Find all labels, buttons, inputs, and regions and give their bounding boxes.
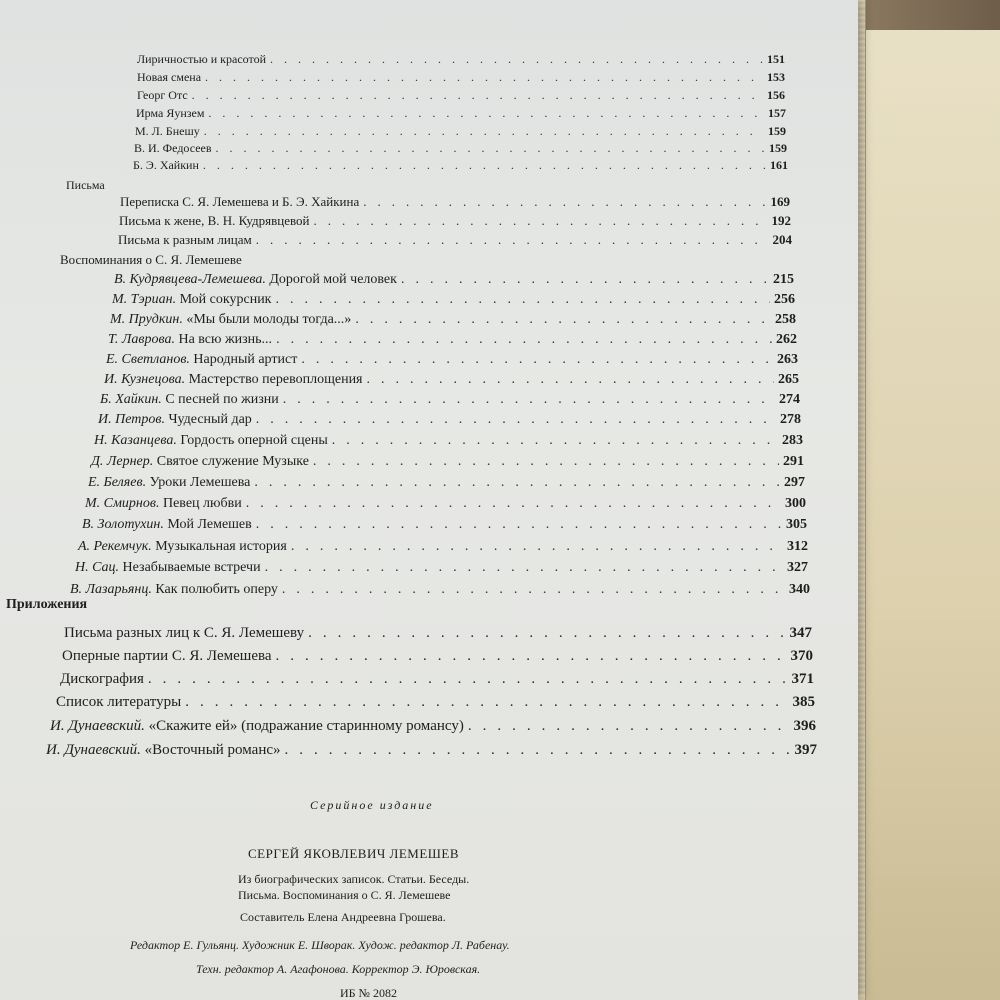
section-heading-memoirs: Воспоминания о С. Я. Лемешеве: [60, 252, 242, 267]
toc-entry: И. Петров. Чудесный дар ..... 278: [98, 412, 801, 428]
toc-entry: В. Золотухин. Мой Лемешев ..... 305: [82, 517, 807, 533]
toc-entry: Д. Лернер. Святое служение Музыке ..... 291: [91, 454, 804, 470]
subtitle-line-1: Из биографических записок. Статьи. Беседы.: [238, 872, 470, 886]
toc-entry: Письма к разным лицам ..... 204: [118, 232, 792, 248]
toc-entry: Т. Лаврова. На всю жизнь... ..... 262: [108, 332, 797, 348]
toc-entry: И. Кузнецова. Мастерство перевоплощения ..... 265: [104, 372, 799, 388]
toc-entry: Н. Сац. Незабываемые встречи ..... 327: [75, 560, 808, 576]
toc-entry: А. Рекемчук. Музыкальная история ..... 312: [78, 539, 808, 555]
toc-entry: Письма разных лиц к С. Я. Лемешеву ..... 347: [64, 625, 812, 642]
compiler-line: Составитель Елена Андреевна Грошева.: [240, 910, 446, 924]
toc-entry: Ирма Яунзем ..... 157: [136, 106, 786, 121]
toc-entry: Е. Беляев. Уроки Лемешева ..... 297: [88, 475, 805, 491]
toc-entry: Письма к жене, В. Н. Кудрявцевой ..... 192: [119, 213, 791, 229]
toc-entry: М. Л. Бнешу ..... 159: [135, 124, 786, 139]
toc-entry: Дискография ..... 371: [60, 671, 814, 688]
book-cover: [864, 0, 1000, 1000]
toc-entry: И. Дунаевский. «Скажите ей» (подражание старинному романсу) ..... 396: [50, 718, 816, 735]
toc-entry: Б. Хайкин. С песней по жизни ..... 274: [100, 392, 800, 408]
toc-entry: М. Смирнов. Певец любви ..... 300: [85, 496, 806, 512]
subtitle-line-2: Письма. Воспоминания о С. Я. Лемешеве: [238, 888, 451, 902]
toc-entry: И. Дунаевский. «Восточный романс» ..... 397: [46, 742, 817, 759]
toc-entry: В. Кудрявцева-Лемешева. Дорогой мой человек ..... 215: [114, 272, 794, 288]
toc-entry: Б. Э. Хайкин ..... 161: [133, 158, 788, 173]
toc-entry: Переписка С. Я. Лемешева и Б. Э. Хайкина ..... 169: [120, 194, 790, 210]
book-name: СЕРГЕЙ ЯКОВЛЕВИЧ ЛЕМЕШЕВ: [248, 846, 460, 861]
toc-entry: Н. Казанцева. Гордость оперной сцены ..... 283: [94, 433, 803, 449]
editors-line: Редактор Е. Гульянц. Художник Е. Шворак. Худож. редактор Л. Рабенау.: [130, 938, 510, 952]
toc-entry: В. И. Федосеев ..... 159: [134, 141, 787, 156]
imprint-block: [0, 780, 842, 1000]
toc-entry: Георг Отс ..... 156: [137, 88, 785, 103]
toc-entry: Оперные партии С. Я. Лемешева ..... 370: [62, 648, 813, 665]
toc-entry: Новая смена ..... 153: [137, 70, 785, 85]
toc-entry: М. Тэриан. Мой сокурсник ..... 256: [112, 292, 795, 308]
toc-entry: Список литературы ..... 385: [56, 694, 815, 711]
toc-entry: М. Прудкин. «Мы были молоды тогда...» ..... 258: [110, 312, 796, 328]
toc-entry: Е. Светланов. Народный артист ..... 263: [106, 352, 798, 368]
toc-entry: В. Лазарьянц. Как полюбить оперу ..... 340: [70, 582, 810, 598]
ib-number: ИБ № 2082: [340, 986, 398, 1000]
tech-editor-line: Техн. редактор А. Агафонова. Корректор Э. Юровская.: [196, 962, 481, 976]
section-heading-appendix: Приложения: [6, 597, 88, 612]
series-label: Серийное издание: [310, 798, 434, 812]
section-heading-letters: Письма: [66, 178, 105, 192]
toc-entry: Лиричностью и красотой ..... 151: [137, 52, 785, 67]
